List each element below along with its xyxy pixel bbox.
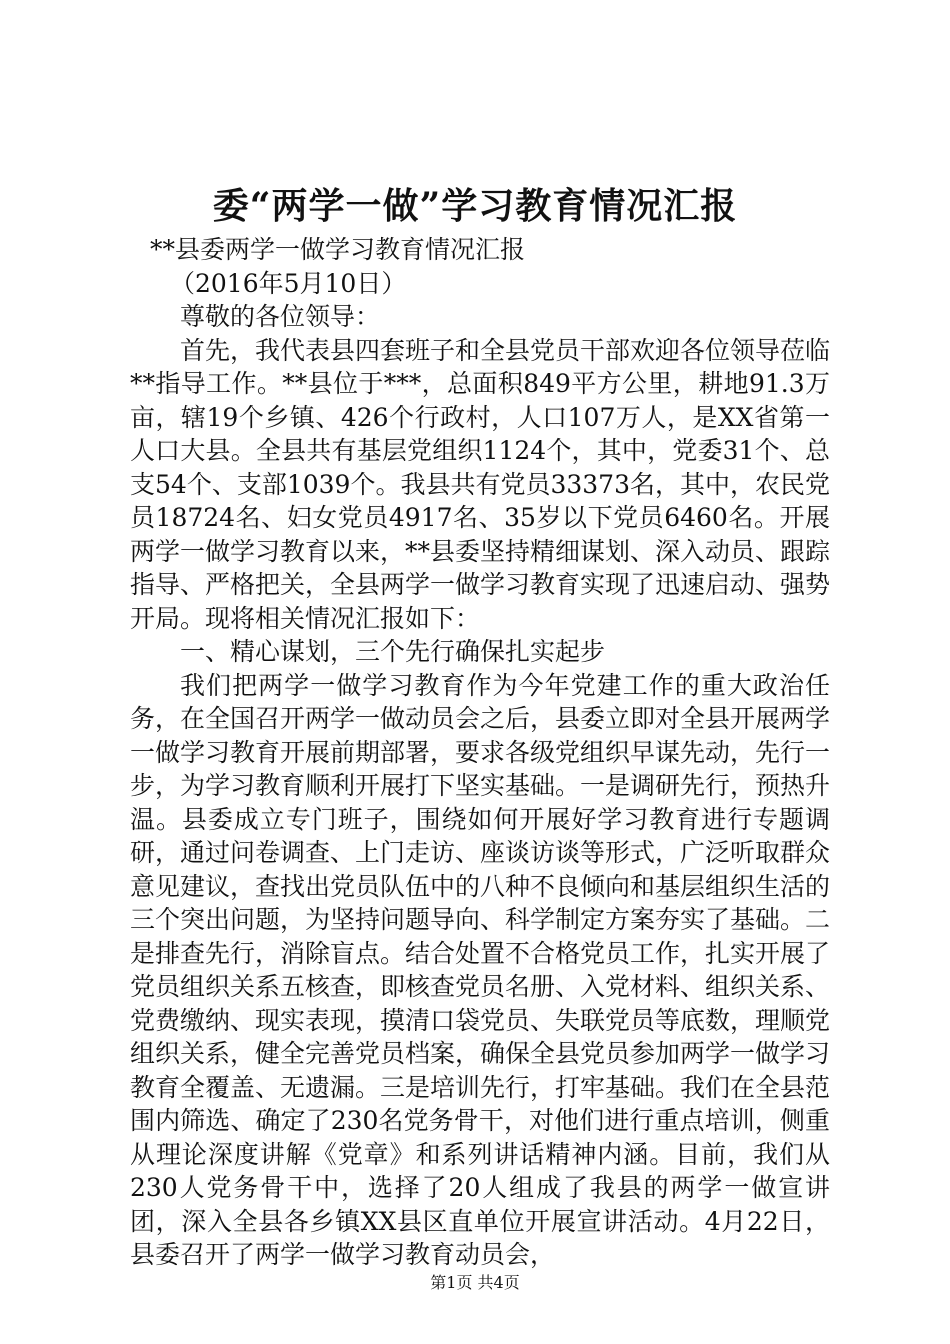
paragraph-section-1: 我们把两学一做学习教育作为今年党建工作的重大政治任务，在全国召开两学一做动员会之后，县委立即对全县开展两学一做学习教育开展前期部署，要求各级党组织早谋先动，先行一步，为学习教育顺利开展打下坚实基础。一是调研先行，预热升温。县委成立专门班子，围绕如何开展好学习教育进行专题调研，通过问卷调查、上门走访、座谈访谈等形式，广泛听取群众意见建议，查找出党员队伍中的八种不良倾向和基层组织生活的三个突出问题，为坚持问题导向、科学制定方案夯实了基础。二是排查先行，消除盲点。结合处置不合格党员工作，扎实开展了党员组织关系五核查，即核查党员名册、入党材料、组织关系、党费缴纳、现实表现，摸清口袋党员、失联党员等底数，理顺党组织关系，健全完善党员档案，确保全县党员参加两学一做学习教育全覆盖、无遗漏。三是培训先行，打牢基础。我们在全县范围内筛选、确定了230名党务骨干，对他们进行重点培训，侧重从理论深度讲解《党章》和系列讲话精神内涵。目前，我们从230人党务骨干中，选择了20人组成了我县的两学一做宣讲团，深入全县各乡镇XX县区直单位开展宣讲活动。4月22日，县委召开了两学一做学习教育动员会，	[130, 670, 831, 1269]
page-number: 第1页 共4页	[430, 1273, 520, 1292]
report-date: （2016年5月10日）	[170, 268, 407, 298]
salutation: 尊敬的各位领导：	[180, 302, 381, 331]
report-subtitle: **县委两学一做学习教育情况汇报	[150, 235, 526, 264]
section-heading-1: 一、精心谋划，三个先行确保扎实起步	[180, 637, 606, 666]
paragraph-intro: 首先，我代表县四套班子和全县党员干部欢迎各位领导莅临**指导工作。**县位于***，总面积849平方公里，耕地91.3万亩，辖19个乡镇、426个行政村，人口107万人，是XX省第一人口大县。全县共有基层党组织1124个，其中，党委31个、总支54个、支部1039个。我县共有党员33373名，其中，农民党员18724名、妇女党员4917名、35岁以下党员6460名。开展两学一做学习教育以来，**县委坚持精细谋划、深入动员、跟踪指导、严格把关，全县两学一做学习教育实现了迅速启动、强势开局。现将相关情况汇报如下：	[130, 335, 831, 633]
document-body	[130, 233, 830, 1272]
document-title: 委“两学一做”学习教育情况汇报	[212, 185, 738, 227]
